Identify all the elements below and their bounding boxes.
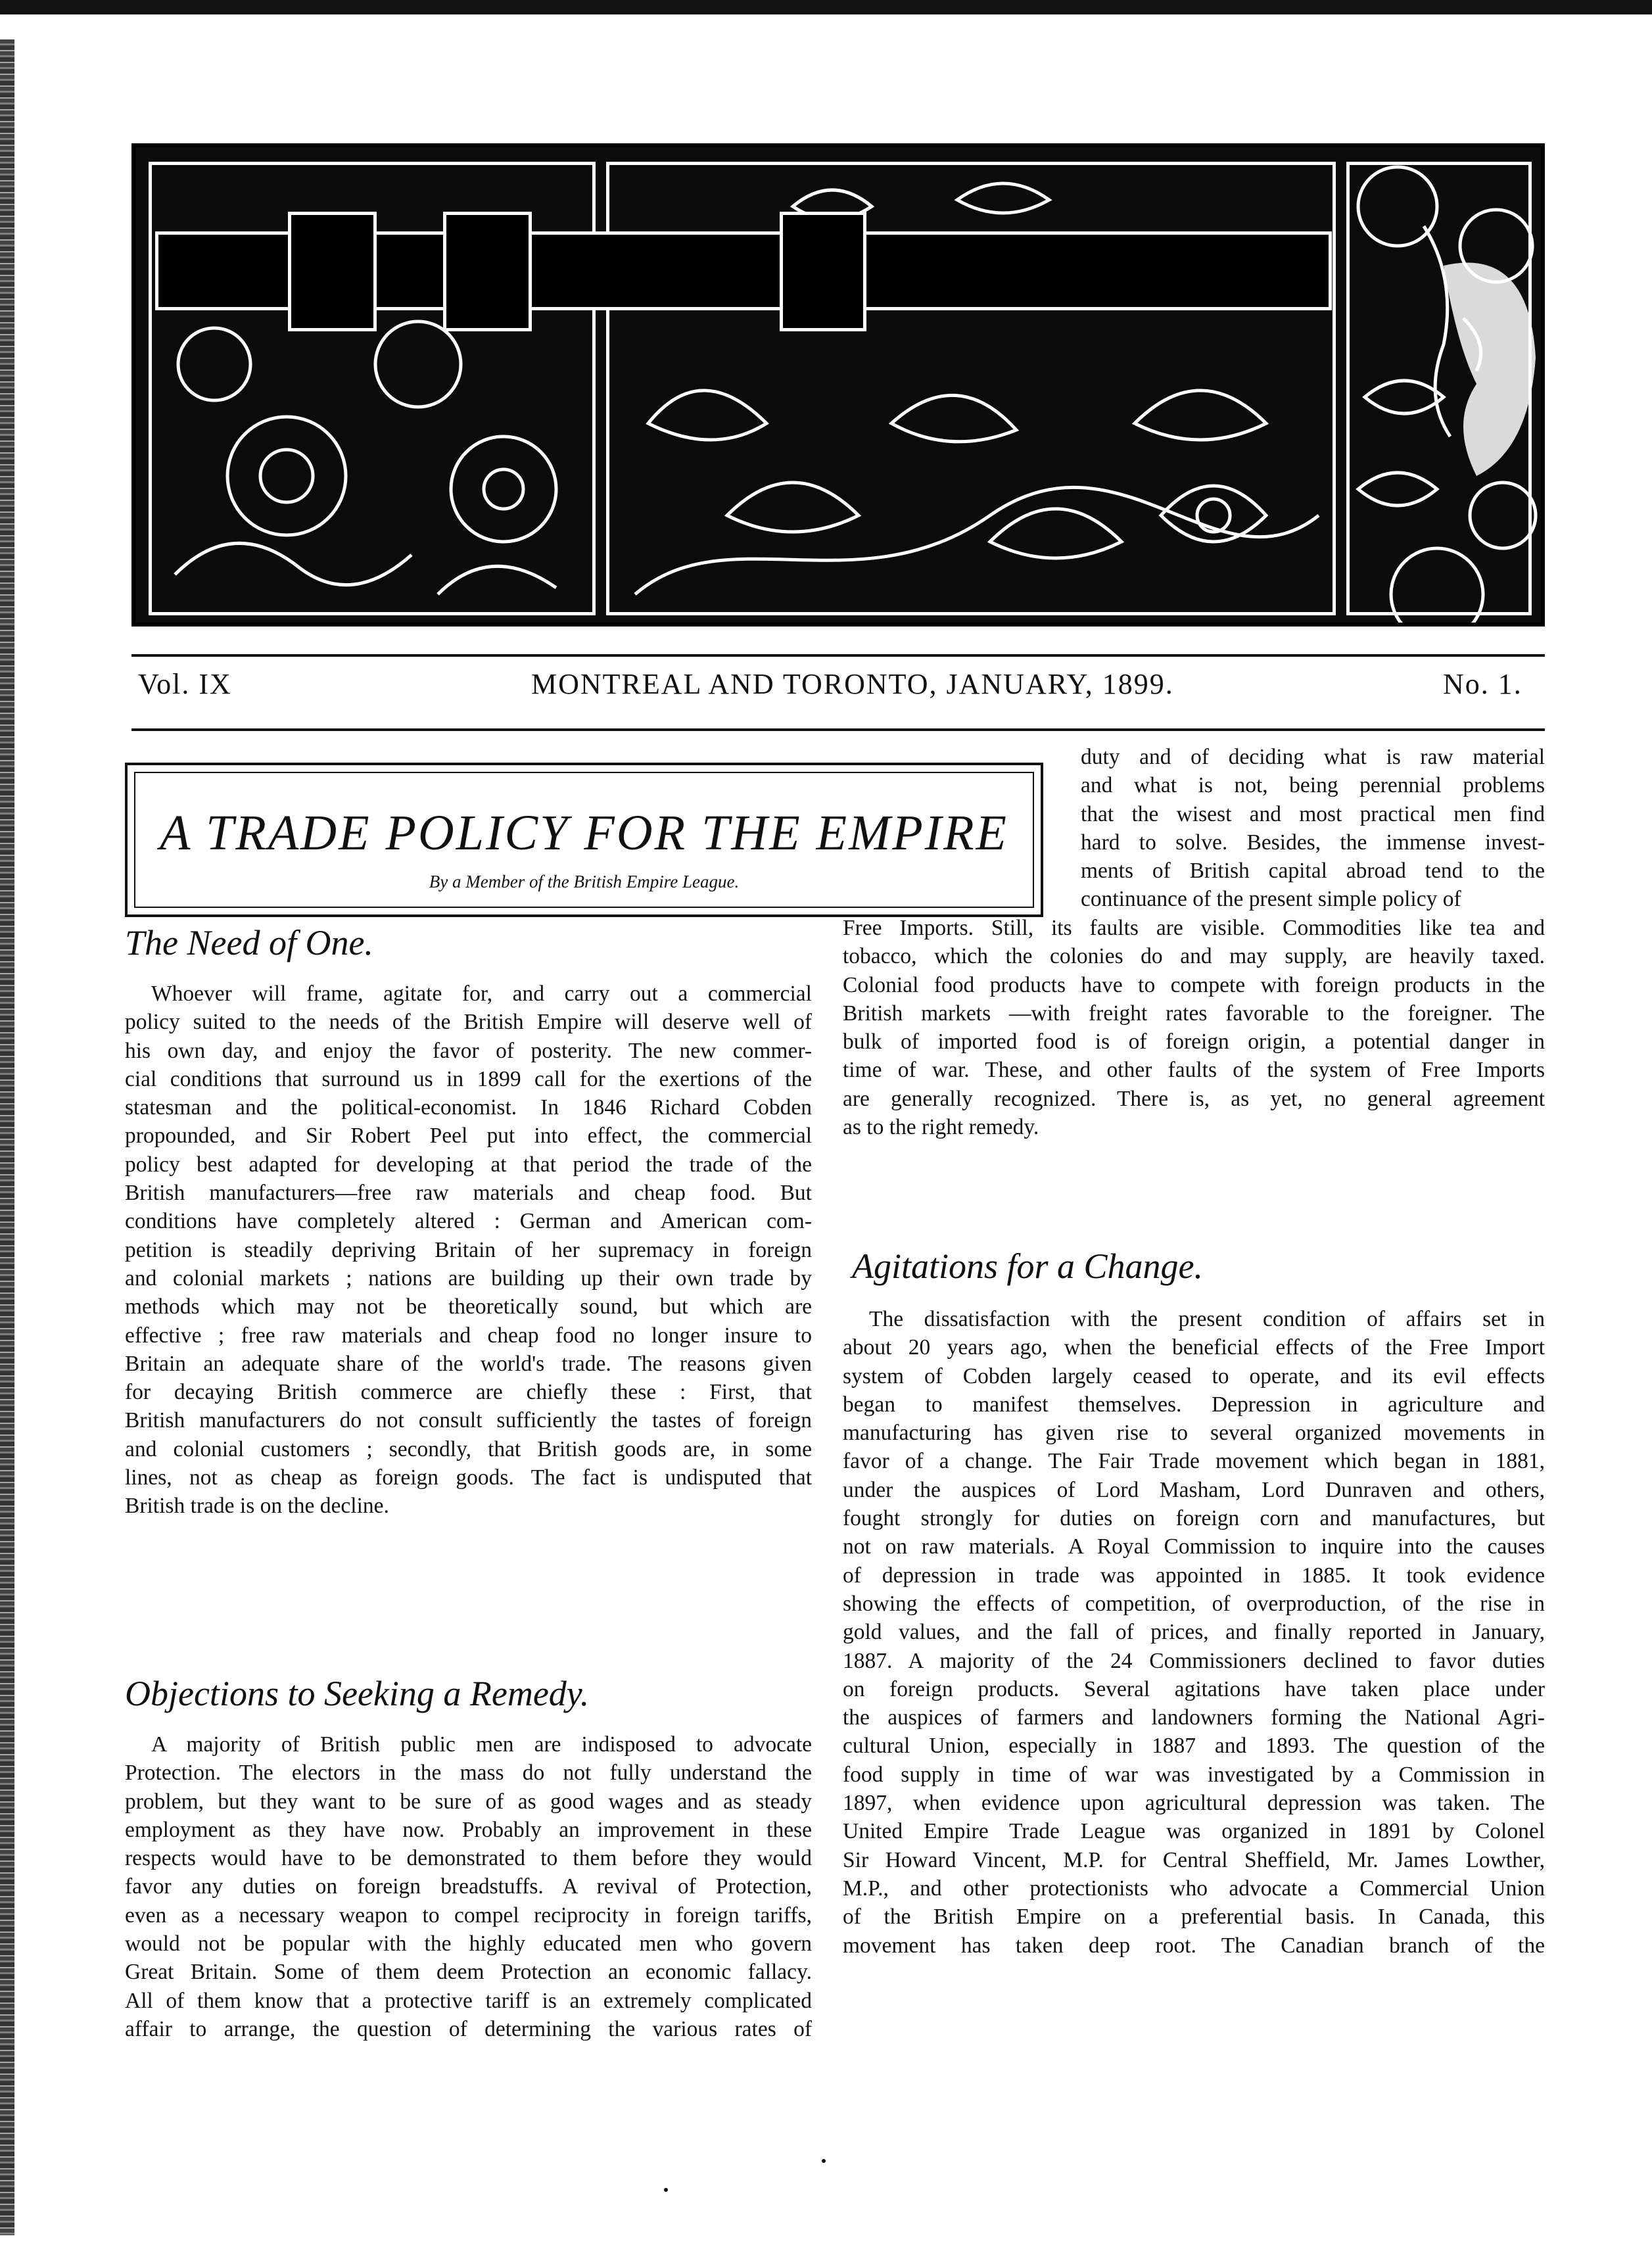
masthead-letter-block [780,212,866,331]
text-line: began to manifest themselves. Depression in agriculture and [843,1392,1545,1417]
text-line: A majority of British public men are indisposed to advocate [151,1732,812,1757]
top-border-rule [0,0,1652,14]
text-line: even as a necessary weapon to compel reciprocity in foreign tariffs, [125,1903,812,1928]
text-line: the auspices of farmers and landowners forming the National Agri- [843,1705,1545,1730]
text-line: tobacco, which the colonies do and may supply, are heavily taxed. [843,944,1545,969]
text-line: Britain an adequate share of the world's trade. The reasons given [125,1351,812,1376]
issue-line [131,667,1545,707]
text-line: time of war. These, and other faults of the system of Free Imports [843,1058,1545,1083]
text-line: about 20 years ago, when the beneficial effects of the Free Import [843,1335,1545,1360]
text-line: 1887. A majority of the 24 Commissioners declined to favor duties [843,1648,1545,1673]
stray-mark [822,2159,826,2163]
text-line: problem, but they want to be sure of as good wages and as steady [125,1789,812,1814]
text-line: manufacturing has given rise to several organized movements in [843,1421,1545,1446]
text-line: movement has taken deep root. The Canadian branch of the [843,1933,1545,1958]
text-line: system of Cobden largely ceased to operate, and its evil effects [843,1363,1545,1388]
text-line: ments of British capital abroad tend to the [1081,859,1545,884]
article-byline: By a Member of the British Empire League. [429,872,740,891]
stray-mark [664,2188,668,2192]
issue-number: No. 1. [1443,668,1522,700]
text-line: conditions have completely altered : German and American com- [125,1209,812,1234]
text-line: employment as they have now. Probably an improvement in these [125,1817,812,1842]
text-line: policy suited to the needs of the British Empire will deserve well of [125,1010,812,1035]
text-line: bulk of imported food is of foreign origin, a potential danger in [843,1030,1545,1054]
heading-objections: Objections to Seeking a Remedy. [125,1674,590,1713]
heading-need-of-one: The Need of One. [125,923,373,962]
article-title-box [125,763,1043,917]
text-line: under the auspices of Lord Masham, Lord Dunraven and others, [843,1477,1545,1502]
text-line: statesman and the political-economist. In 1846 Richard Cobden [125,1095,812,1120]
text-line: All of them know that a protective tariff is an extremely complicated [125,1988,812,2013]
text-line: Colonial food products have to compete with foreign products in the [843,972,1545,997]
masthead-letter-block [288,212,377,331]
text-line: not on raw materials. A Royal Commission to inquire into the causes [843,1534,1545,1559]
binding-edge [0,39,14,2235]
article-title: A TRADE POLICY FOR THE EMPIRE [160,805,1008,861]
paragraph-continued-narrow [1081,743,1545,914]
text-line: of depression in trade was appointed in 1885. It took evidence [843,1563,1545,1588]
volume-label: Vol. IX [138,668,232,700]
text-line: showing the effects of competition, of overproduction, of the rise in [843,1591,1545,1616]
text-line: would not be popular with the highly educated men who govern [125,1931,812,1956]
text-line: The dissatisfaction with the present condition of affairs set in [869,1307,1545,1331]
text-line: fought strongly for duties on foreign corn and manufactures, but [843,1506,1545,1531]
text-line: that the wisest and most practical men find [1081,801,1545,826]
text-line: Whoever will frame, agitate for, and carry out a commercial [151,982,812,1006]
text-line: propounded, and Sir Robert Peel put into effect, the commercial [125,1124,812,1149]
masthead-letter-block [443,212,532,331]
text-line: Sir Howard Vincent, M.P. for Central Sheffield, Mr. James Lowther, [843,1847,1545,1872]
text-line: cultural Union, especially in 1887 and 1893. The question of the [843,1734,1545,1759]
masthead-illustration [131,143,1545,627]
text-line: United Empire Trade League was organized in 1891 by Colonel [843,1819,1545,1844]
text-line: Free Imports. Still, its faults are visible. Commodities like tea and [843,916,1545,940]
text-line: duty and of deciding what is raw material [1081,745,1545,769]
paragraph-agitations [843,1305,1545,1960]
text-line: British manufacturers—free raw materials and cheap food. But [125,1181,812,1206]
text-line: favor any duties on foreign breadstuffs. A revival of Protection, [125,1874,812,1899]
dateline: MONTREAL AND TORONTO, JANUARY, 1899. [531,668,1174,700]
text-line: his own day, and enjoy the favor of posterity. The new commer- [125,1038,812,1063]
text-line: Great Britain. Some of them deem Protection an economic fallacy. [125,1960,812,1985]
text-line: affair to arrange, the question of determining the various rates of [125,2016,812,2041]
text-line: respects would have to be demonstrated to them before they would [125,1846,812,1871]
text-line: and colonial markets ; nations are building up their own trade by [125,1266,812,1291]
text-line: Protection. The electors in the mass do not fully understand the [125,1761,812,1786]
text-line: continuance of the present simple policy of [1081,887,1461,912]
text-line: 1897, when evidence upon agricultural depression was taken. The [843,1791,1545,1816]
text-line: and colonial customers ; secondly, that British goods are, in some [125,1436,812,1461]
header-rule-top [131,654,1545,657]
text-line: on foreign products. Several agitations have taken place under [843,1676,1545,1701]
paragraph-objections [125,1730,812,2043]
text-line: effective ; free raw materials and cheap food no longer insure to [125,1323,812,1348]
text-line: hard to solve. Besides, the immense invest- [1081,830,1545,855]
text-line: lines, not as cheap as foreign goods. The fact is undisputed that [125,1465,812,1490]
text-line: gold values, and the fall of prices, and finally reported in January, [843,1620,1545,1645]
text-line: M.P., and other protectionists who advocate a Commercial Union [843,1876,1545,1901]
text-line: British manufacturers do not consult sufficiently the tastes of foreign [125,1408,812,1433]
header-rule-bottom [131,728,1545,731]
text-line: petition is steadily depriving Britain of her supremacy in foreign [125,1237,812,1262]
text-line: for decaying British commerce are chiefly these : First, that [125,1380,812,1405]
text-line: food supply in time of war was investigated by a Commission in [843,1762,1545,1787]
text-line: British markets —with freight rates favorable to the foreigner. The [843,1001,1545,1026]
text-line: British trade is on the decline. [125,1494,389,1519]
text-line: and what is not, being perennial problems [1081,773,1545,798]
text-line: favor of a change. The Fair Trade movement which began in 1881, [843,1449,1545,1474]
heading-agitations: Agitations for a Change. [852,1246,1204,1286]
text-line: of the British Empire on a preferential basis. In Canada, this [843,1905,1545,1930]
text-line: cial conditions that surround us in 1899 call for the exertions of the [125,1066,812,1091]
paragraph-need-of-one [125,980,812,1521]
text-line: as to the right remedy. [843,1115,1039,1140]
text-line: are generally recognized. There is, as yet, no general agreement [843,1086,1545,1111]
paragraph-continued-wide [843,914,1545,1141]
text-line: policy best adapted for developing at that period the trade of the [125,1152,812,1177]
text-line: methods which may not be theoretically sound, but which are [125,1294,812,1319]
